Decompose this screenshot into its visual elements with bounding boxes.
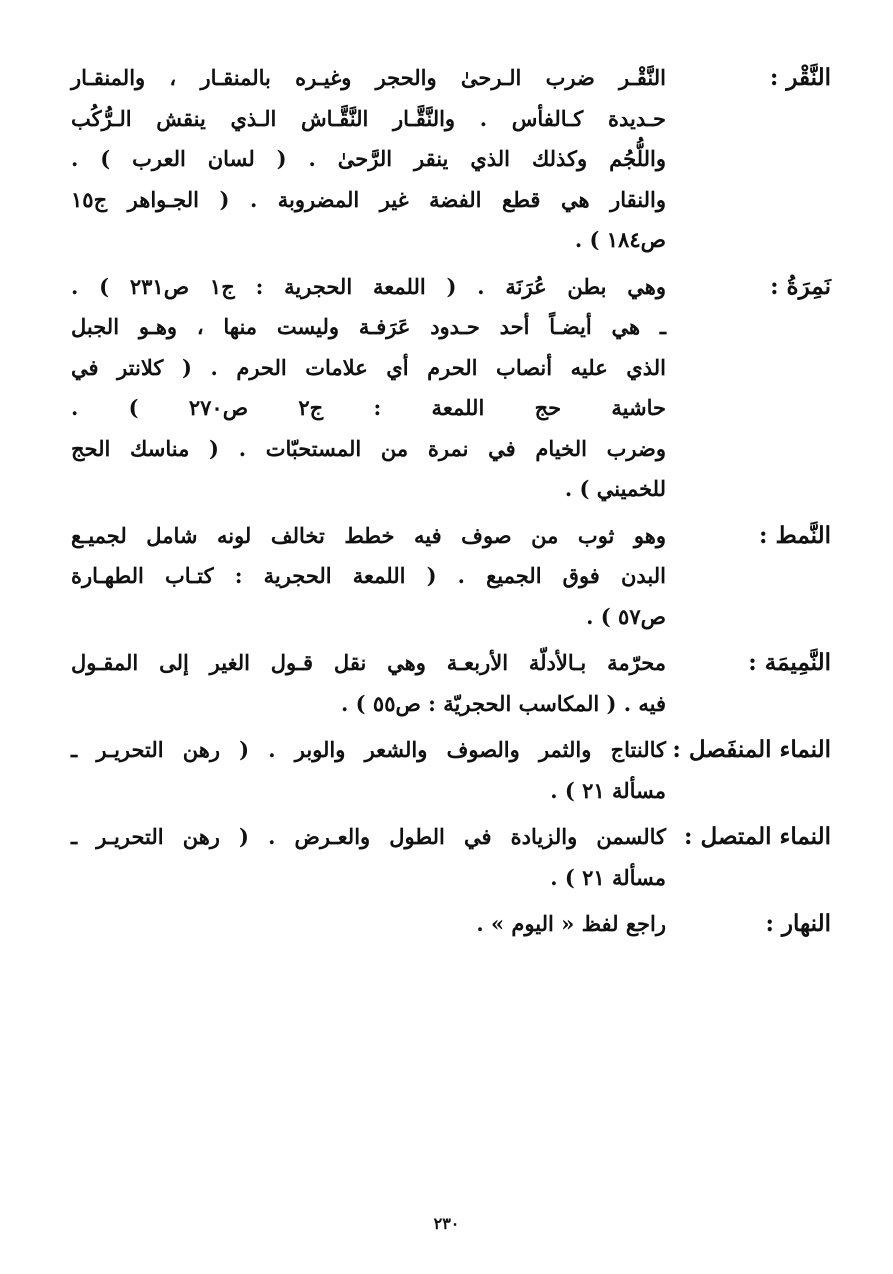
glossary-entry	[71, 817, 831, 898]
definition-line: محرّمة بـالأدلّة الأربعـة وهي نقل قـول الغير إلى المقـول	[71, 650, 666, 675]
definition-line: فيه . ( المكاسب الحجريّة : ص٥٥ ) .	[341, 690, 666, 716]
entry-definition	[71, 730, 666, 811]
glossary-entry	[71, 643, 831, 724]
definition-line: الذي عليه أنصاب الحرم أي علامات الحرم . ( كلانتر في	[71, 354, 666, 380]
definition-line: كالسمن والزيادة في الطول والعـرض . ( رهن التحريـر ـ	[71, 824, 666, 849]
glossary-entry	[71, 904, 831, 945]
entry-term: النماء المنفَصل :	[672, 736, 831, 763]
entry-definition	[71, 267, 666, 510]
definition-line: مسألة ٢١ ) .	[550, 864, 666, 890]
entry-definition	[71, 817, 666, 898]
entry-term: نَمِرَةُ :	[770, 272, 831, 300]
definition-line: ص٥٧ ) .	[586, 603, 666, 629]
entry-term: النهار :	[765, 910, 831, 937]
definition-line: النَّقْـر ضرب الـرحىٰ والحجر وغيـره بالمنقـار ، والمنقـار	[71, 65, 666, 90]
definition-line: مسألة ٢١ ) .	[550, 777, 666, 803]
definition-line: وهو ثوب من صوف فيه خطط تخالف لونه شامل لجميـع	[71, 522, 666, 548]
entry-definition	[71, 643, 666, 724]
entry-term: النماء المتصل :	[684, 823, 831, 850]
definition-line: وهي بطن عُرَنَة . ( اللمعة الحجرية : ج١ ص٢٣١ ) .	[71, 273, 666, 299]
definition-line: ـ هي أيضـاً أحد حـدود عَرَفـة وليست منها ، وهـو الجبل	[71, 314, 666, 339]
definition-line: للخميني ) .	[564, 476, 666, 501]
page-number: ٢٣٠	[433, 1214, 460, 1233]
glossary-entry	[71, 58, 831, 261]
entry-definition	[71, 516, 666, 638]
entry-term: النَّمِيمَة :	[748, 649, 831, 676]
definition-line: حاشية حج اللمعة : ج٢ ص٢٧٠ ) .	[71, 395, 666, 420]
definition-line: حـديدة كـالفأس . والنَّقَّـار النَّقَّـاش الـذي ينقش الـرُّكُب	[71, 105, 666, 131]
definition-line: كالنتاج والثمر والصوف والشعر والوبر . ( رهن التحريـر ـ	[71, 737, 666, 762]
entry-term: النَّقْر :	[769, 64, 831, 91]
definition-line: وضرب الخيام في نمرة من المستحبّات . ( مناسك الحج	[71, 435, 666, 461]
definition-line: واللُّجُم وكذلك الذي ينقر الرَّحىٰ . ( لسان العرب ) .	[71, 146, 666, 171]
definition-line: والنقار هي قطع الفضة غير المضروبة . ( الجـواهر ج١٥	[71, 186, 666, 212]
glossary-entries	[71, 58, 831, 951]
glossary-entry	[71, 516, 831, 638]
definition-line: ص١٨٤ ) .	[574, 227, 666, 252]
entry-definition	[71, 58, 666, 261]
entry-term: النَّمط :	[759, 521, 831, 549]
definition-line: البدن فوق الجميع . ( اللمعة الحجرية : كتـاب الطهـارة	[71, 563, 666, 588]
glossary-entry	[71, 267, 831, 510]
entry-definition	[71, 904, 666, 945]
definition-line: راجع لفظ « اليوم » .	[476, 911, 666, 936]
glossary-entry	[71, 730, 831, 811]
